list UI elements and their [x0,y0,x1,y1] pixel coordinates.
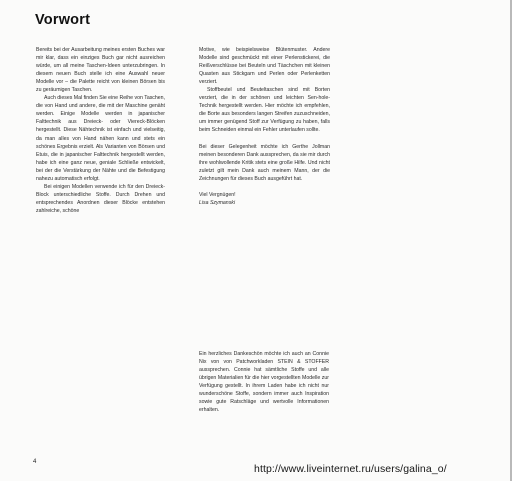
watermark-url: http://www.liveinternet.ru/users/galina_o/ [254,463,447,475]
acknowledgement-column [199,350,329,414]
text-column-right [199,46,330,207]
paragraph: Motive, wie beispielsweise Blütenmuster. Andere Modelle sind geschmückt mit einer Perlenstickerei, die Reißverschlüsse bei Beuteln und Täschchen mit kleinen Quasten aus Stickgarn und Perlen oder Perlenketten verziert. [199,47,330,86]
paragraph: Bei dieser Gelegenheit möchte ich Gerthe Jollman meinen besonderen Dank aussprechen, da sie mir durch ihre wohlwollende Kritik stets eine große Hilfe. Und nicht zuletzt gilt mein Dank auch meinem Mann, der die Zeichnungen für dieses Buch ausgeführt hat. [199,143,330,182]
page-number: 4 [33,459,37,465]
author-signature: Lisa Szymanski [199,199,236,206]
text-column-left [36,46,165,215]
paragraph: Stoffbeutel und Beuteltaschen sind mit Borten verziert, die in der schönen und leichten Sen-hole-Technik hergestellt werden. Hier möchte ich empfehlen, die Borte aus besonders langen Streifen zuzuschneiden, um immer genügend Stoff zur Verfügung zu haben, falls beim Schneiden einmal ein Fehler unterlaufen sollte. [199,87,330,134]
paragraph: Ein herzliches Dankeschön möchte ich auch an Connie Nix von von Patchworkladen STEIN & STOFFER aussprechen. Connie hat sämtliche Stoffe und alle übrigen Materialien für die hier vorgestellten Modelle zur Verfügung gestellt. In ihrem Laden habe ich nicht nur wunderschöne Stoffe, sondern immer auch Inspiration sowie gute Ratschläge und wertvolle Informationen erhalten. [199,351,329,414]
paragraph: Bei einigen Modellen verwende ich für den Dreieck-Block unterschiedliche Stoffe. Durch Drehen und entsprechendes Anordnen dieser Blöcke entstehen zahlreiche, schöne [36,183,165,214]
paragraph: Bereits bei der Ausarbeitung meines ersten Buches war mir klar, dass ein einziges Buch gar nicht ausreichen würde, um all meine Taschen-Ideen unterzubringen. In diesem neuen Buch stelle ich eine Auswahl neuer Modelle vor – die Palette reicht von kleinen Börsen bis zu geräumigen Taschen. [36,47,165,94]
page-title: Vorwort [35,12,91,28]
greeting: Viel Vergnügen! [199,191,236,198]
paragraph: Auch dieses Mal finden Sie eine Reihe von Taschen, die von Hand und andere, die mit der Maschine genäht werden. Einige Modelle werden in japanischer Falttechnik aus Dreieck- oder Viereck-Blöcken hergestellt. Diese Nähtechnik ist einfach und vielseitig, da man alles von Hand nähen kann und stets ein schönes Ergebnis erzielt. Als Varianten von Börsen und Etuis, die in japanischer Falttechnik hergestellt werden, habe ich eine ganz neue, geniale Schließe entwickelt, bei der die Verstärkung der Nähte und die Befestigung nahezu automatisch erfolgt. [36,95,165,182]
